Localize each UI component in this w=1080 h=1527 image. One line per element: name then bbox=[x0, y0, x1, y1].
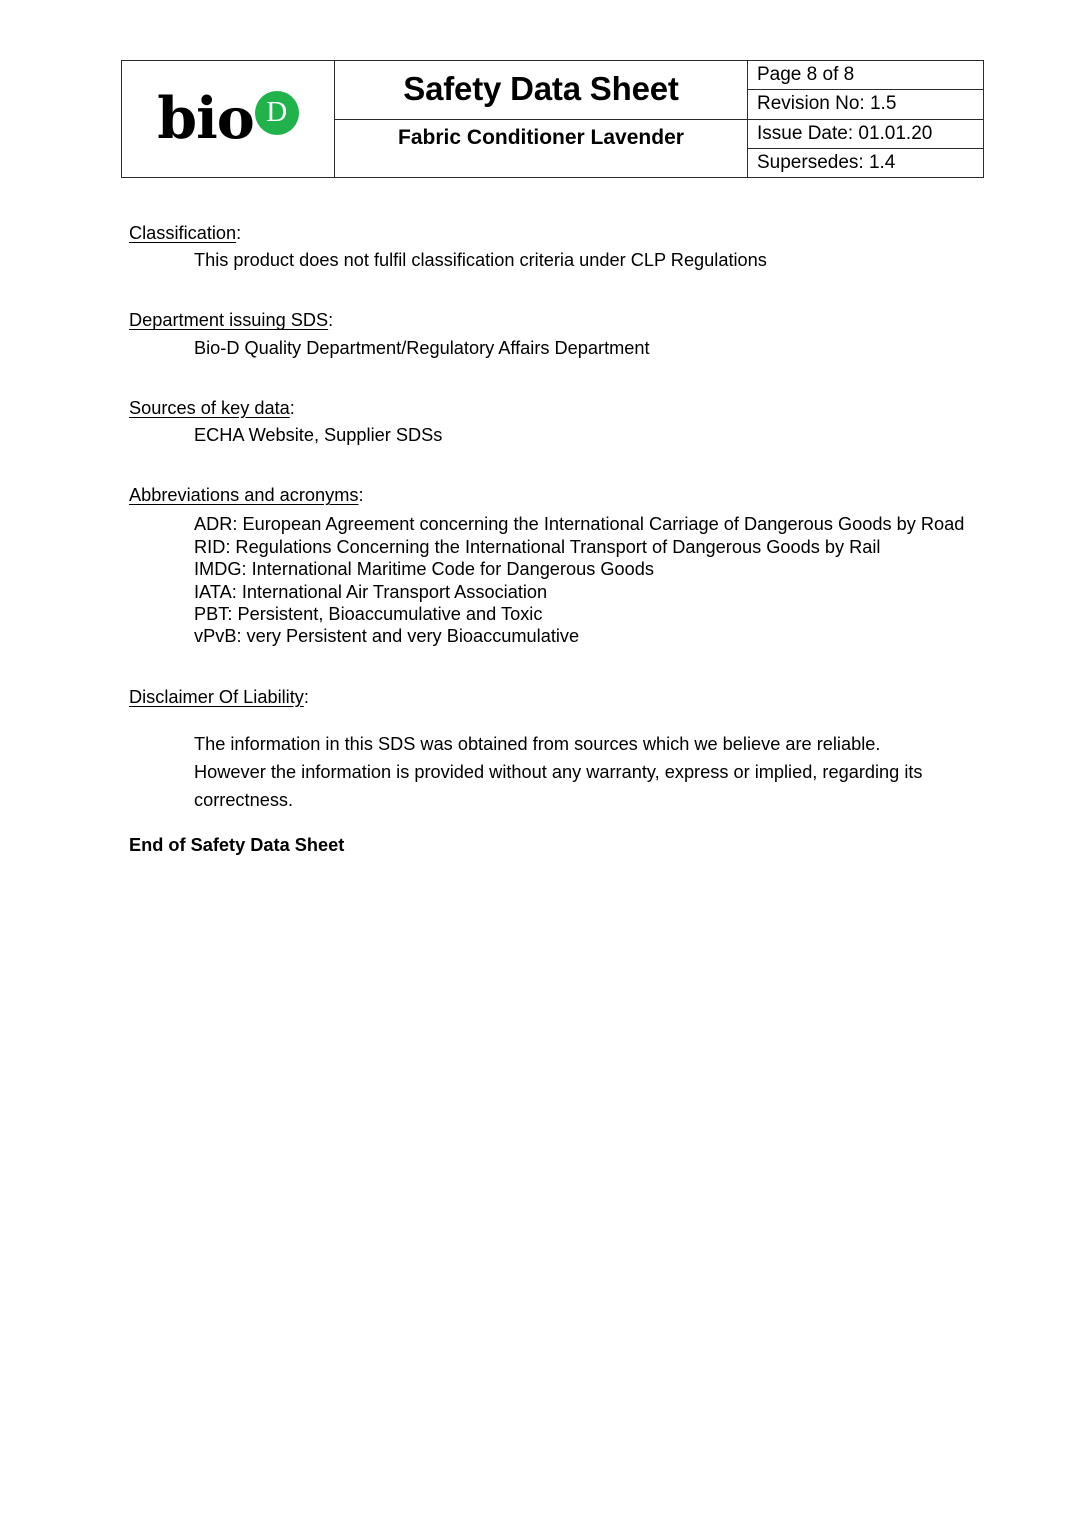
meta-issue-date: Issue Date: 01.01.20 bbox=[748, 119, 984, 148]
sources-value: ECHA Website, Supplier SDSs bbox=[194, 425, 443, 446]
brand-logo-cell bbox=[122, 61, 335, 178]
disclaimer-paragraph: The information in this SDS was obtained from sources which we believe are reliable. However the information is provided without any warranty, express or implied, regarding its correctness. bbox=[194, 734, 923, 811]
section-sources-of-key-data bbox=[129, 399, 959, 444]
section-heading-text: Department issuing SDS bbox=[129, 310, 329, 331]
logo-wordmark: bio bbox=[157, 84, 254, 152]
section-heading-colon: : bbox=[289, 397, 295, 418]
department-value: Bio-D Quality Department/Regulatory Affairs Department bbox=[194, 337, 650, 358]
abbreviation-item-vpvb: vPvB: very Persistent and very Bioaccumulative bbox=[194, 626, 580, 647]
sds-header-table bbox=[121, 60, 984, 178]
spacer bbox=[129, 504, 959, 513]
section-classification bbox=[129, 224, 959, 269]
section-heading-colon: : bbox=[328, 310, 334, 331]
bio-d-logo bbox=[157, 84, 299, 152]
sds-title: Safety Data Sheet bbox=[335, 61, 748, 120]
meta-supersedes: Supersedes: 1.4 bbox=[748, 148, 984, 177]
meta-revision-no: Revision No: 1.5 bbox=[748, 90, 984, 119]
section-heading-text: Abbreviations and acronyms bbox=[129, 485, 359, 506]
end-of-sds-note: End of Safety Data Sheet bbox=[129, 835, 345, 856]
section-heading-colon: : bbox=[358, 485, 364, 506]
section-heading-text: Classification bbox=[129, 223, 237, 243]
section-department-issuing-sds bbox=[129, 311, 959, 356]
section-heading-abbreviations bbox=[129, 486, 959, 504]
section-heading-department bbox=[129, 311, 959, 329]
spacer bbox=[129, 444, 959, 486]
section-heading-classification bbox=[129, 224, 959, 242]
abbreviation-item-imdg: IMDG: International Maritime Code for Dangerous Goods bbox=[194, 559, 654, 580]
abbreviation-item-iata: IATA: International Air Transport Association bbox=[194, 581, 548, 602]
abbreviation-item-adr: ADR: European Agreement concerning the International Carriage of Dangerous Goods by Road bbox=[194, 514, 965, 535]
meta-page-number: Page 8 of 8 bbox=[748, 61, 984, 90]
section-disclaimer-of-liability bbox=[129, 688, 959, 814]
header-row-1 bbox=[122, 61, 984, 90]
section-heading-disclaimer bbox=[129, 688, 959, 706]
logo-green-circle-icon bbox=[255, 91, 299, 135]
section-heading-text: Sources of key data bbox=[129, 397, 290, 418]
section-abbreviations-and-acronyms bbox=[129, 485, 965, 648]
document-body bbox=[129, 223, 965, 856]
section-heading-text: Disclaimer Of Liability bbox=[129, 686, 304, 707]
section-heading-colon: : bbox=[236, 223, 242, 243]
section-heading-colon: : bbox=[303, 686, 309, 707]
spacer bbox=[129, 814, 959, 836]
spacer bbox=[129, 648, 959, 688]
spacer bbox=[129, 357, 959, 399]
sds-product-name: Fabric Conditioner Lavender bbox=[335, 119, 748, 178]
spacer bbox=[129, 269, 959, 311]
section-heading-sources bbox=[129, 399, 959, 417]
logo-badge-letter: D bbox=[266, 96, 288, 129]
spacer bbox=[129, 706, 959, 730]
classification-statement: This product does not fulfil classification criteria under CLP Regulations bbox=[194, 250, 767, 271]
abbreviation-item-rid: RID: Regulations Concerning the International Transport of Dangerous Goods by Rail bbox=[194, 536, 881, 557]
abbreviation-item-pbt: PBT: Persistent, Bioaccumulative and Toxic bbox=[194, 604, 543, 625]
